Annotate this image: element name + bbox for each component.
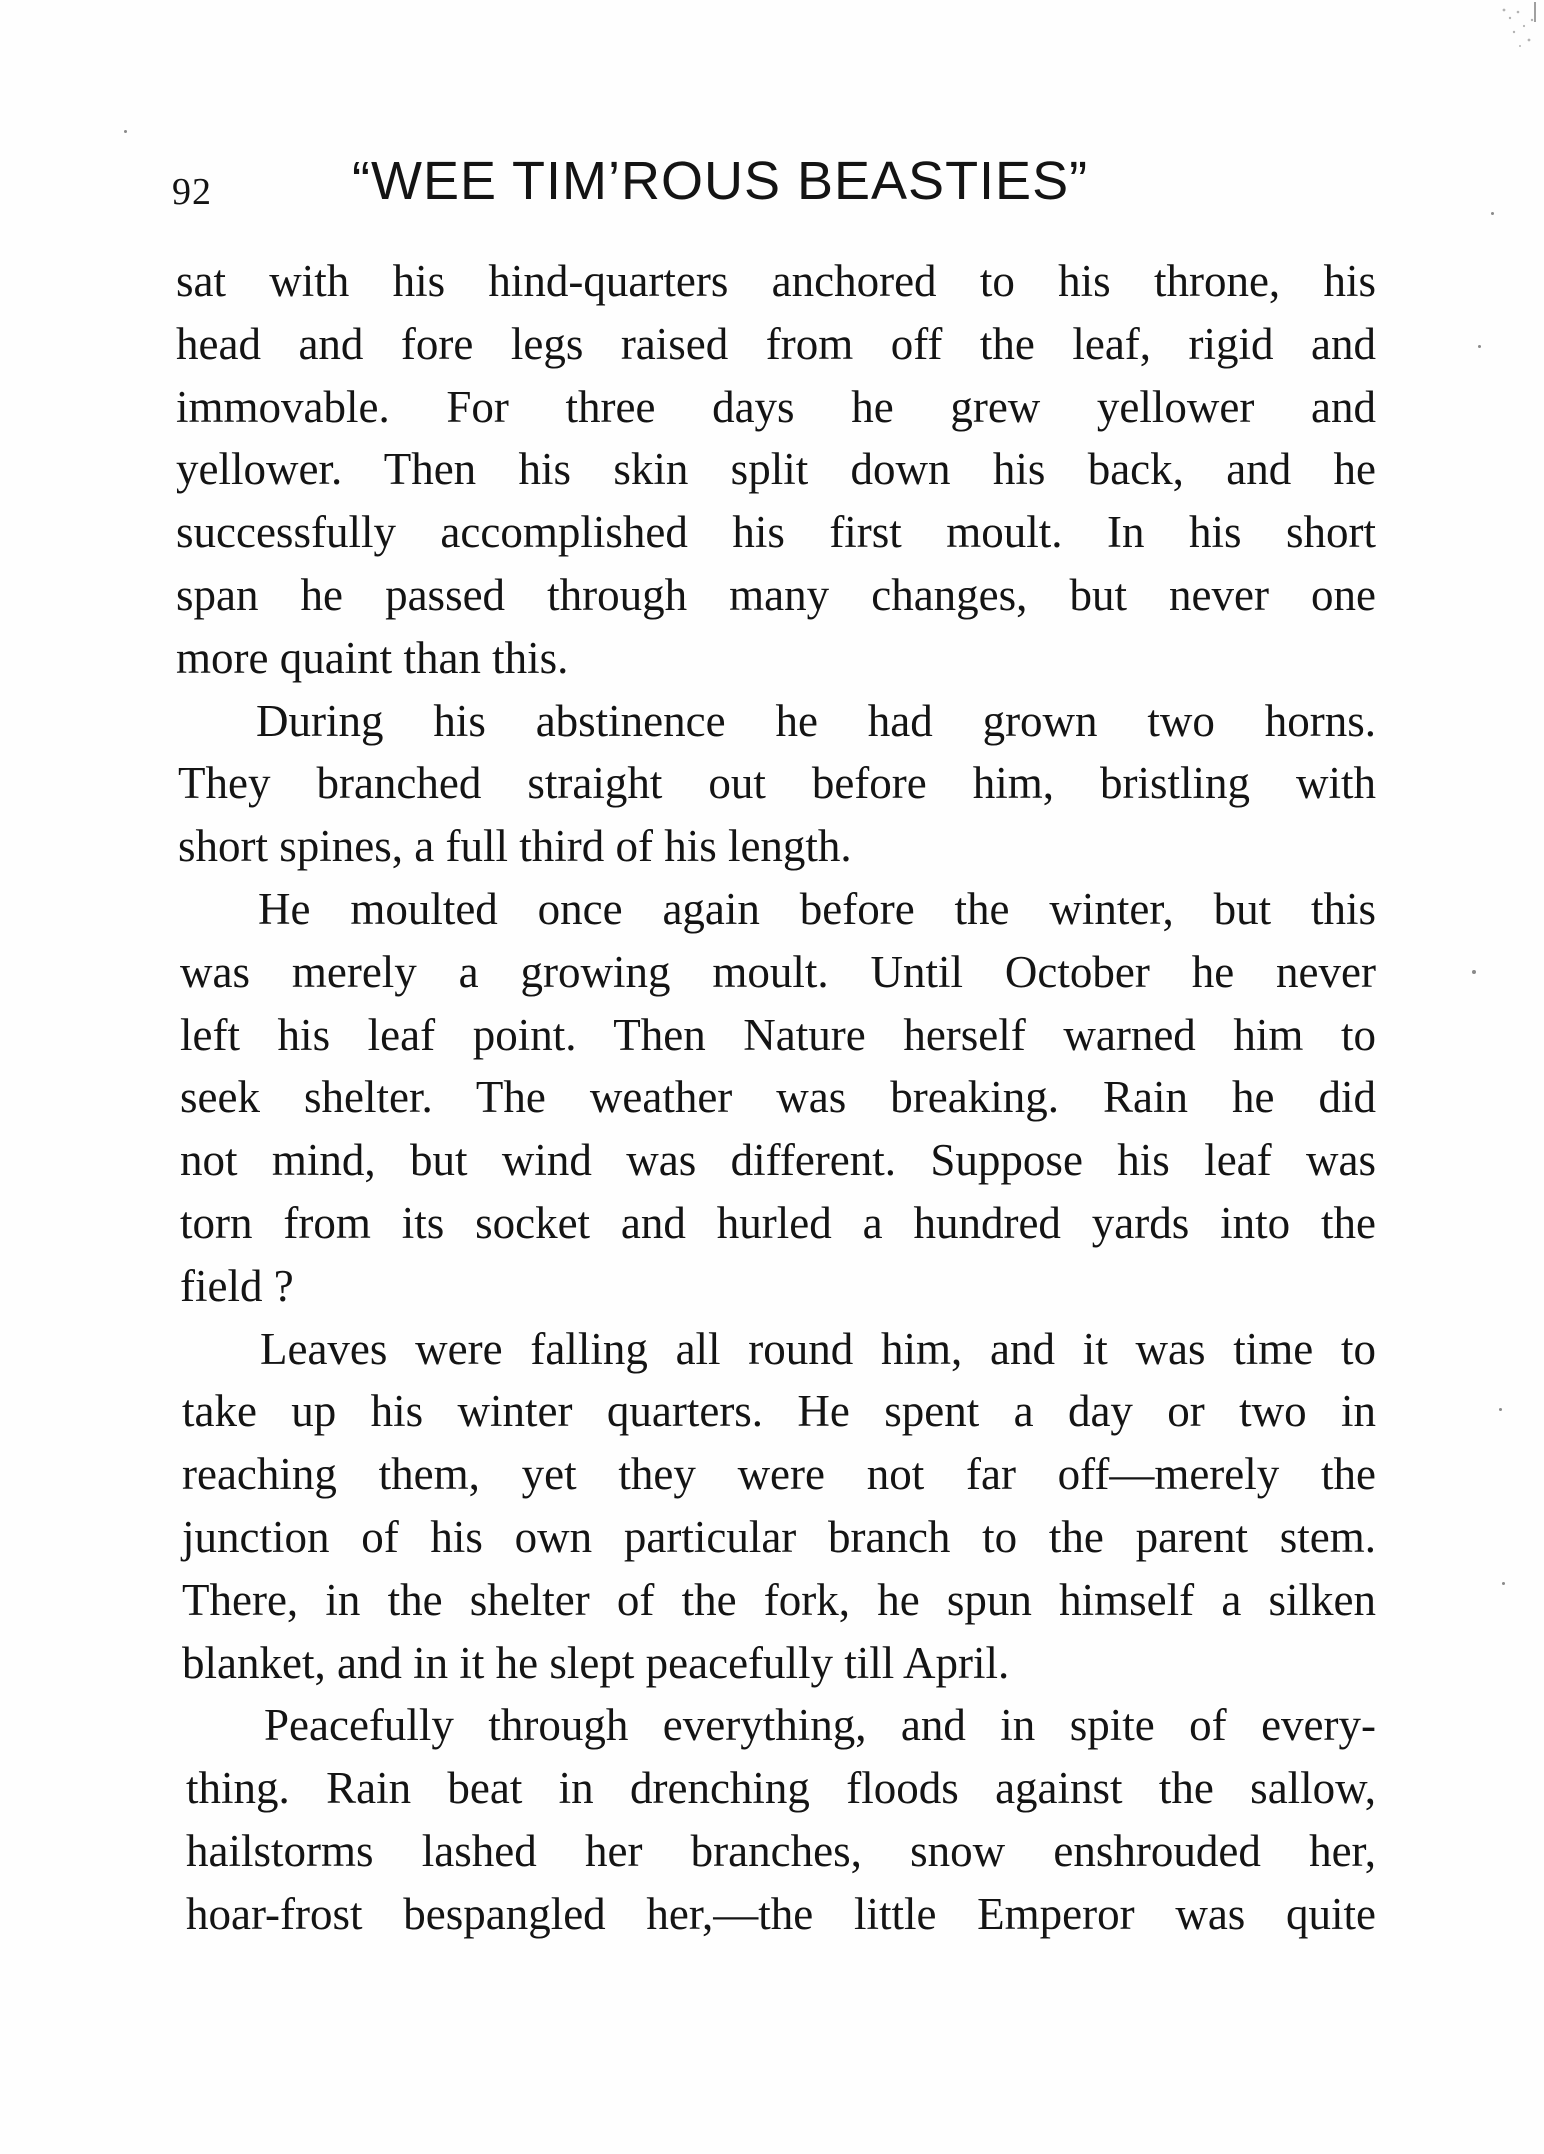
text-line: seek shelter. The weather was breaking. Rain he did [180,1072,1376,1123]
text-line: They branched straight out before him, bristling with [178,758,1376,809]
scan-speck [124,130,127,133]
text-line: more quaint than this. [176,632,569,683]
text-line: short spines, a full third of his length. [178,821,852,872]
text-line: take up his winter quarters. He spent a day or two in [182,1386,1376,1437]
text-line: yellower. Then his skin split down his back, and he [176,444,1376,495]
scan-speck [1502,1582,1505,1585]
scan-speck [1478,345,1481,348]
text-line: reaching them, yet they were not far off—merely the [182,1449,1376,1500]
text-line: hoar-frost bespangled her,—the little Emperor was quite [186,1888,1376,1939]
body-text [176,250,1376,1946]
text-line: junction of his own particular branch to the parent stem. [182,1511,1376,1562]
text-line: thing. Rain beat in drenching floods against the sallow, [186,1763,1376,1814]
paragraph [182,1318,1376,1695]
text-line: successfully accomplished his first moult. In his short [176,507,1376,558]
text-line: There, in the shelter of the fork, he spun himself a silken [182,1574,1376,1625]
text-line: torn from its socket and hurled a hundred yards into the [180,1197,1376,1248]
scan-speck [1491,212,1494,215]
scan-speck [1472,970,1476,974]
text-line: not mind, but wind was different. Suppose his leaf was [180,1135,1376,1186]
text-line: left his leaf point. Then Nature herself warned him to [180,1009,1376,1060]
paragraph [180,878,1376,1318]
running-head: “WEE TIM’ROUS BEASTIES” [352,151,1089,211]
text-line: Peacefully through everything, and in spite of every- [264,1700,1376,1751]
text-line: blanket, and in it he slept peacefully till April. [182,1637,1010,1688]
text-line: Leaves were falling all round him, and it was time to [260,1323,1376,1374]
text-line: sat with his hind-quarters anchored to his throne, his [176,256,1376,306]
paragraph [186,1694,1376,1945]
page-number: 92 [172,171,212,213]
scan-speck [1499,1408,1502,1411]
text-line: was merely a growing moult. Until October he never [180,946,1376,997]
text-line: He moulted once again before the winter, but this [258,883,1376,934]
text-line: immovable. For three days he grew yellower and [176,381,1376,432]
page-header [172,150,1392,222]
text-line: hailstorms lashed her branches, snow enshrouded her, [186,1825,1376,1876]
text-line: During his abstinence he had grown two horns. [256,695,1376,746]
paragraph [176,250,1376,690]
text-line: head and fore legs raised from off the leaf, rigid and [176,318,1376,369]
scan-artifact-icon [1496,0,1538,58]
text-line: field ? [180,1260,294,1311]
paragraph [178,690,1376,878]
text-line: span he passed through many changes, but never one [176,569,1376,620]
